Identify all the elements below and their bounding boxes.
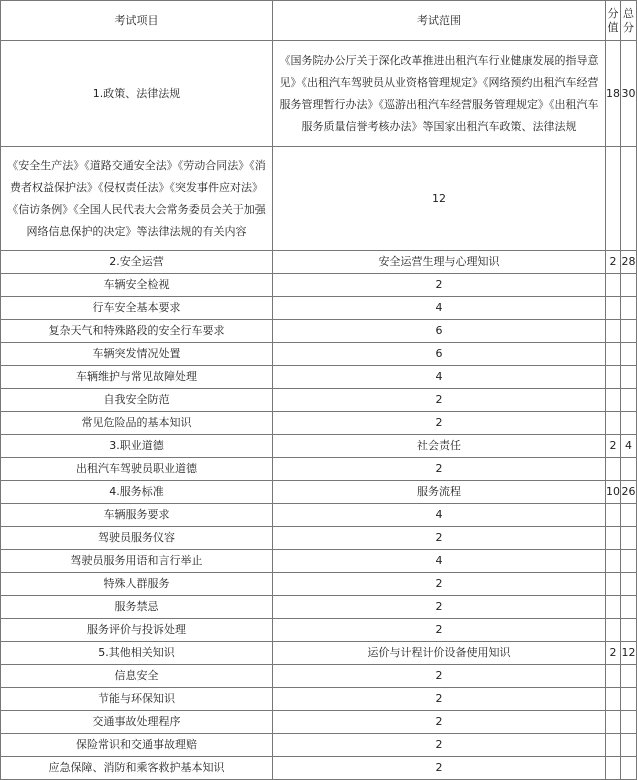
cell-score <box>606 527 621 550</box>
cell-total <box>621 389 637 412</box>
cell-score: 2 <box>606 251 621 274</box>
cell-scope: 2 <box>273 665 606 688</box>
cell-total <box>621 688 637 711</box>
cell-scope: 2 <box>273 619 606 642</box>
cell-scope: 2 <box>273 274 606 297</box>
cell-total <box>621 343 637 366</box>
cell-item: 行车安全基本要求 <box>1 297 273 320</box>
cell-item: 交通事故处理程序 <box>1 711 273 734</box>
cell-total <box>621 573 637 596</box>
header-score: 分值 <box>606 1 621 41</box>
cell-score <box>606 665 621 688</box>
table-row <box>1 573 637 596</box>
table-row <box>1 251 637 274</box>
cell-scope: 社会责任 <box>273 435 606 458</box>
cell-total: 28 <box>621 251 637 274</box>
cell-item: 5.其他相关知识 <box>1 642 273 665</box>
cell-item: 出租汽车驾驶员职业道德 <box>1 458 273 481</box>
cell-item: 车辆维护与常见故障处理 <box>1 366 273 389</box>
cell-score <box>606 412 621 435</box>
table-row <box>1 147 637 251</box>
cell-score <box>606 458 621 481</box>
cell-score <box>606 320 621 343</box>
cell-scope: 4 <box>273 504 606 527</box>
cell-scope: 服务流程 <box>273 481 606 504</box>
cell-total <box>621 596 637 619</box>
cell-score <box>606 297 621 320</box>
cell-score <box>606 688 621 711</box>
header-scope: 考试范围 <box>273 1 606 41</box>
cell-total <box>621 665 637 688</box>
cell-scope: 2 <box>273 596 606 619</box>
cell-item: 车辆安全检视 <box>1 274 273 297</box>
table-row <box>1 504 637 527</box>
header-total: 总分 <box>621 1 637 41</box>
table-row <box>1 757 637 780</box>
cell-score <box>606 550 621 573</box>
cell-total <box>621 757 637 780</box>
cell-total <box>621 734 637 757</box>
cell-score <box>606 147 621 251</box>
cell-scope: 4 <box>273 550 606 573</box>
cell-scope: 2 <box>273 573 606 596</box>
cell-scope: 4 <box>273 366 606 389</box>
cell-score <box>606 366 621 389</box>
cell-total <box>621 504 637 527</box>
cell-item: 自我安全防范 <box>1 389 273 412</box>
cell-item: 特殊人群服务 <box>1 573 273 596</box>
cell-item: 服务评价与投诉处理 <box>1 619 273 642</box>
cell-score <box>606 619 621 642</box>
cell-score <box>606 734 621 757</box>
cell-total <box>621 412 637 435</box>
table-row <box>1 642 637 665</box>
table-row <box>1 527 637 550</box>
cell-score <box>606 596 621 619</box>
cell-total <box>621 147 637 251</box>
table-row <box>1 41 637 147</box>
cell-total <box>621 619 637 642</box>
cell-item: 服务禁忌 <box>1 596 273 619</box>
cell-total: 12 <box>621 642 637 665</box>
table-row <box>1 366 637 389</box>
cell-scope: 安全运营生理与心理知识 <box>273 251 606 274</box>
cell-scope: 2 <box>273 688 606 711</box>
cell-item: 节能与环保知识 <box>1 688 273 711</box>
cell-total <box>621 320 637 343</box>
cell-total <box>621 711 637 734</box>
table-row <box>1 688 637 711</box>
cell-item: 车辆服务要求 <box>1 504 273 527</box>
cell-item: 车辆突发情况处置 <box>1 343 273 366</box>
cell-score <box>606 343 621 366</box>
table-row <box>1 297 637 320</box>
cell-item: 保险常识和交通事故理赔 <box>1 734 273 757</box>
cell-total <box>621 274 637 297</box>
table-row <box>1 550 637 573</box>
cell-scope: 2 <box>273 458 606 481</box>
table-row <box>1 274 637 297</box>
cell-scope: 2 <box>273 527 606 550</box>
cell-score: 2 <box>606 435 621 458</box>
table-row <box>1 412 637 435</box>
cell-item: 驾驶员服务用语和言行举止 <box>1 550 273 573</box>
cell-item: 复杂天气和特殊路段的安全行车要求 <box>1 320 273 343</box>
cell-scope: 2 <box>273 711 606 734</box>
cell-scope: 6 <box>273 343 606 366</box>
cell-item: 常见危险品的基本知识 <box>1 412 273 435</box>
cell-total <box>621 527 637 550</box>
cell-total <box>621 550 637 573</box>
table-row <box>1 619 637 642</box>
cell-item: 《安全生产法》《道路交通安全法》《劳动合同法》《消费者权益保护法》《侵权责任法》《突发事件应对法》《信访条例》《全国人民代表大会常务委员会关于加强网络信息保护的决定》等法律法规的有关内容 <box>1 147 273 251</box>
cell-total <box>621 366 637 389</box>
cell-item: 3.职业道德 <box>1 435 273 458</box>
table-row <box>1 389 637 412</box>
cell-score <box>606 757 621 780</box>
cell-total: 30 <box>621 41 637 147</box>
cell-score <box>606 274 621 297</box>
cell-item: 4.服务标准 <box>1 481 273 504</box>
cell-item: 驾驶员服务仪容 <box>1 527 273 550</box>
cell-item: 2.安全运营 <box>1 251 273 274</box>
table-row <box>1 435 637 458</box>
table-row <box>1 481 637 504</box>
cell-item: 1.政策、法律法规 <box>1 41 273 147</box>
cell-score <box>606 389 621 412</box>
table-row <box>1 596 637 619</box>
header-item: 考试项目 <box>1 1 273 41</box>
cell-scope: 4 <box>273 297 606 320</box>
table-row <box>1 711 637 734</box>
cell-score: 2 <box>606 642 621 665</box>
cell-score: 10 <box>606 481 621 504</box>
cell-scope: 2 <box>273 412 606 435</box>
table-row <box>1 458 637 481</box>
cell-total: 4 <box>621 435 637 458</box>
cell-scope: 《国务院办公厅关于深化改革推进出租汽车行业健康发展的指导意见》《出租汽车驾驶员从业资格管理规定》《网络预约出租汽车经营服务管理暂行办法》《巡游出租汽车经营服务管理规定》《出租汽车服务质量信誉考核办法》等国家出租汽车政策、法律法规 <box>273 41 606 147</box>
cell-score <box>606 711 621 734</box>
cell-total <box>621 297 637 320</box>
cell-total: 26 <box>621 481 637 504</box>
cell-item: 应急保障、消防和乘客救护基本知识 <box>1 757 273 780</box>
cell-total <box>621 458 637 481</box>
cell-scope: 6 <box>273 320 606 343</box>
table-header-row <box>1 1 637 41</box>
table-row <box>1 320 637 343</box>
cell-scope: 2 <box>273 757 606 780</box>
cell-item: 信息安全 <box>1 665 273 688</box>
table-row <box>1 734 637 757</box>
table-row <box>1 665 637 688</box>
cell-scope: 运价与计程计价设备使用知识 <box>273 642 606 665</box>
cell-scope: 2 <box>273 389 606 412</box>
cell-scope: 12 <box>273 147 606 251</box>
cell-scope: 2 <box>273 734 606 757</box>
table-row <box>1 343 637 366</box>
cell-score <box>606 573 621 596</box>
cell-score <box>606 504 621 527</box>
cell-score: 18 <box>606 41 621 147</box>
